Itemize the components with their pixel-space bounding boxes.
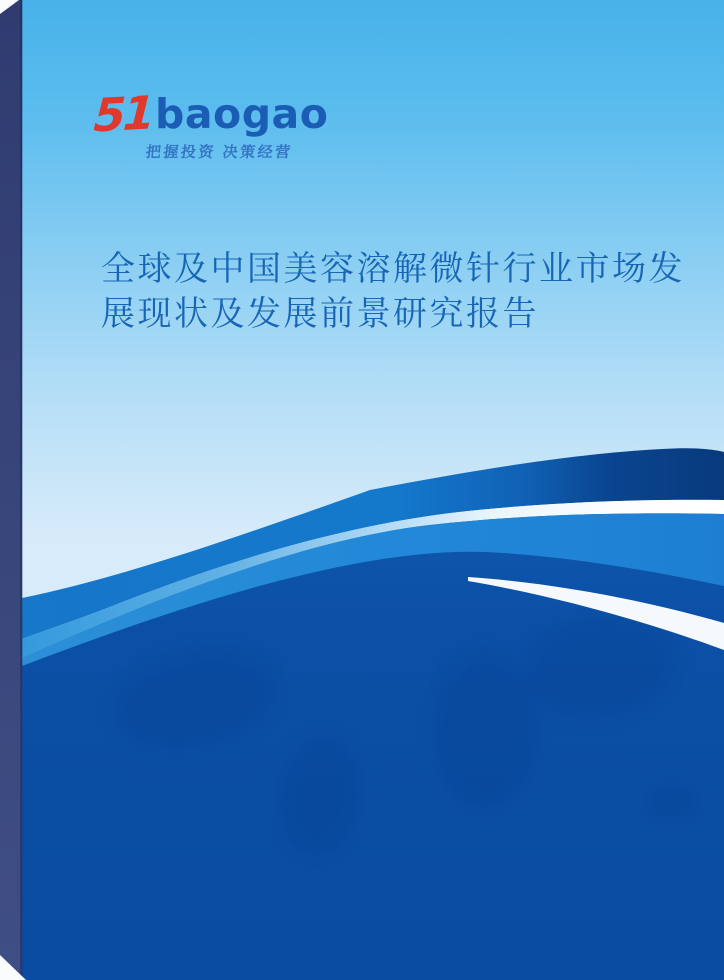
logo-prefix-51: 51 xyxy=(92,85,154,143)
logo-word-baogao: baogao xyxy=(155,90,329,138)
book-spine xyxy=(0,0,22,980)
brand-logo-wordmark xyxy=(92,85,329,143)
report-title-line-2: 展现状及发展前景研究报告 xyxy=(101,295,539,333)
report-title xyxy=(101,247,711,337)
spine-edge-shadow xyxy=(20,0,23,980)
brand-tagline: 把握投资 决策经营 xyxy=(145,144,294,161)
brand-logo xyxy=(92,85,329,162)
report-title-line-1: 全球及中国美容溶解微针行业市场发 xyxy=(101,250,685,288)
